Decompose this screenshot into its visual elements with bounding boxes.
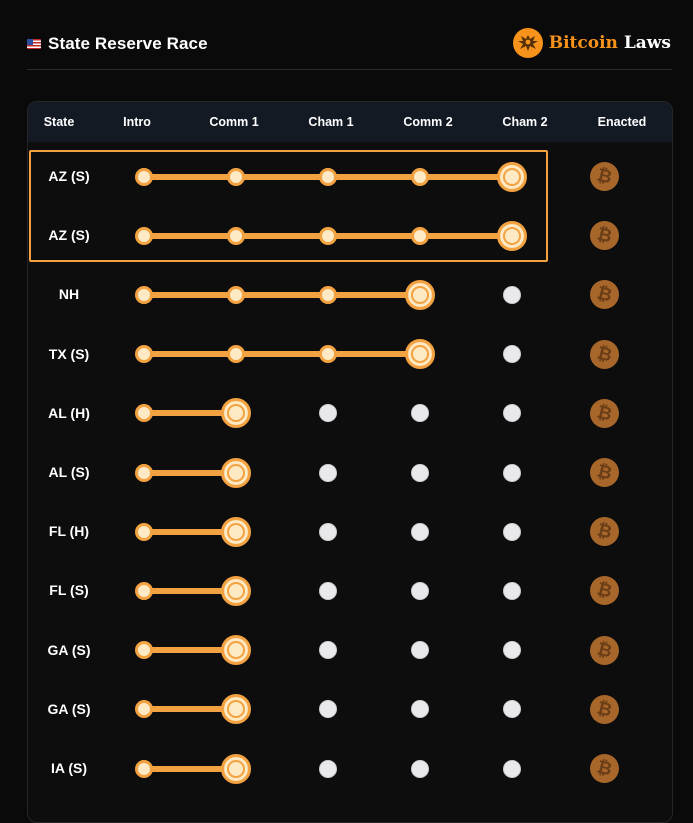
- bitcoin-laws-eagle-icon: [513, 28, 543, 58]
- stage-dot-comm-2-pending: [411, 641, 429, 659]
- stage-dot-cham-1-pending: [319, 700, 337, 718]
- brand-logo-link[interactable]: [513, 28, 671, 58]
- stage-dot-comm-2-pending: [411, 700, 429, 718]
- bitcoin-coin-icon: [590, 399, 619, 428]
- brand-word-bitcoin: Bitcoin: [548, 33, 618, 53]
- bitcoin-coin-icon: [590, 340, 619, 369]
- stage-dot-cham-1-pending: [319, 523, 337, 541]
- stage-dot-cham-2-pending: [503, 700, 521, 718]
- bitcoin-symbol-icon: ₿: [594, 638, 614, 662]
- table-header: [28, 102, 672, 142]
- stage-dot-comm-1-current: [221, 635, 251, 665]
- stage-dot-intro-done: [135, 286, 153, 304]
- bitcoin-coin-icon: [590, 280, 619, 309]
- table-row: [28, 561, 672, 620]
- state-label: GA (S): [47, 700, 91, 717]
- stage-dot-comm-2-pending: [411, 404, 429, 422]
- state-label: FL (H): [48, 523, 90, 540]
- bitcoin-coin-icon: [590, 162, 619, 191]
- stage-dot-comm-2-pending: [411, 464, 429, 482]
- top-bar: [0, 0, 693, 70]
- column-header-cham-2: Cham 2: [502, 115, 548, 129]
- stage-dot-intro-done: [135, 464, 153, 482]
- stage-dot-cham-2-pending: [503, 286, 521, 304]
- stage-dot-comm-1-current: [221, 576, 251, 606]
- stage-dot-intro-done: [135, 760, 153, 778]
- state-label: FL (S): [49, 582, 89, 599]
- progress-track: [144, 351, 420, 357]
- stage-dot-comm-2-current: [405, 280, 435, 310]
- column-header-comm-2: Comm 2: [403, 115, 453, 129]
- bitcoin-symbol-icon: ₿: [594, 401, 614, 425]
- brand-word-laws: Laws: [623, 33, 671, 53]
- stage-dot-intro-done: [135, 523, 153, 541]
- bitcoin-symbol-icon: ₿: [594, 460, 614, 484]
- table-row: [28, 325, 672, 384]
- bitcoin-symbol-icon: ₿: [594, 342, 614, 366]
- table-row: [28, 680, 672, 739]
- state-label: AZ (S): [48, 227, 90, 244]
- bitcoin-coin-icon: [590, 517, 619, 546]
- stage-dot-comm-1-done: [227, 345, 245, 363]
- stage-dot-intro-done: [135, 582, 153, 600]
- stage-dot-cham-1-pending: [319, 582, 337, 600]
- stage-dot-cham-2-pending: [503, 345, 521, 363]
- bitcoin-coin-icon: [590, 221, 619, 250]
- stage-dot-cham-2-pending: [503, 760, 521, 778]
- state-label: TX (S): [48, 345, 90, 362]
- table-row: [28, 384, 672, 443]
- stage-dot-comm-2-current: [405, 339, 435, 369]
- state-label: AZ (S): [48, 168, 90, 184]
- bitcoin-symbol-icon: ₿: [594, 578, 614, 602]
- bitcoin-symbol-icon: ₿: [594, 223, 614, 247]
- stage-dot-comm-1-current: [221, 754, 251, 784]
- stage-dot-cham-2-pending: [503, 641, 521, 659]
- table-row: [28, 621, 672, 680]
- table-row: [28, 443, 672, 502]
- page-title: State Reserve Race: [48, 34, 208, 53]
- bitcoin-coin-icon: [590, 636, 619, 665]
- bitcoin-coin-icon: [590, 576, 619, 605]
- bitcoin-coin-icon: [590, 458, 619, 487]
- table-row: [28, 265, 672, 324]
- bitcoin-symbol-icon: ₿: [594, 164, 614, 188]
- stage-dot-cham-2-pending: [503, 582, 521, 600]
- bitcoin-symbol-icon: ₿: [594, 697, 614, 721]
- stage-dot-intro-done: [135, 404, 153, 422]
- bitcoin-coin-icon: [590, 695, 619, 724]
- highlight-box: [29, 150, 548, 262]
- stage-dot-cham-1-pending: [319, 464, 337, 482]
- stage-dot-comm-1-current: [221, 398, 251, 428]
- bitcoin-symbol-icon: ₿: [594, 756, 614, 780]
- stage-dot-cham-1-done: [319, 286, 337, 304]
- stage-dot-cham-1-pending: [319, 760, 337, 778]
- stage-dot-comm-1-current: [221, 517, 251, 547]
- stage-dot-intro-done: [135, 641, 153, 659]
- stage-dot-cham-1-done: [319, 345, 337, 363]
- header-divider: [27, 69, 672, 70]
- page-title-group: [27, 34, 208, 54]
- bitcoin-symbol-icon: ₿: [594, 519, 614, 543]
- stage-dot-intro-done: [135, 345, 153, 363]
- bitcoin-coin-icon: [590, 754, 619, 783]
- stage-dot-comm-2-pending: [411, 523, 429, 541]
- state-label: GA (S): [47, 641, 91, 658]
- state-label: AL (H): [48, 404, 90, 421]
- us-flag-icon: [27, 39, 41, 49]
- column-header-cham-1: Cham 1: [308, 115, 354, 129]
- stage-dot-comm-2-pending: [411, 760, 429, 778]
- progress-track: [144, 292, 420, 298]
- table-row: [28, 502, 672, 561]
- stage-dot-cham-2-pending: [503, 523, 521, 541]
- stage-dot-intro-done: [135, 700, 153, 718]
- stage-dot-cham-2-pending: [503, 464, 521, 482]
- column-header-comm-1: Comm 1: [209, 115, 259, 129]
- stage-dot-comm-2-pending: [411, 582, 429, 600]
- state-label: IA (S): [50, 760, 88, 776]
- brand-name: [549, 33, 671, 53]
- state-label: AL (S): [48, 464, 90, 480]
- stage-dot-comm-1-done: [227, 286, 245, 304]
- table-row: [28, 739, 672, 798]
- stage-dot-comm-1-current: [221, 694, 251, 724]
- column-header-enacted: Enacted: [597, 115, 647, 129]
- stage-dot-comm-1-current: [221, 458, 251, 488]
- stage-dot-cham-1-pending: [319, 404, 337, 422]
- bitcoin-symbol-icon: ₿: [594, 282, 614, 306]
- column-header-intro: Intro: [123, 115, 151, 129]
- stage-dot-cham-1-pending: [319, 641, 337, 659]
- stage-dot-cham-2-pending: [503, 404, 521, 422]
- column-header-state: State: [43, 115, 75, 129]
- state-label: NH: [58, 286, 80, 303]
